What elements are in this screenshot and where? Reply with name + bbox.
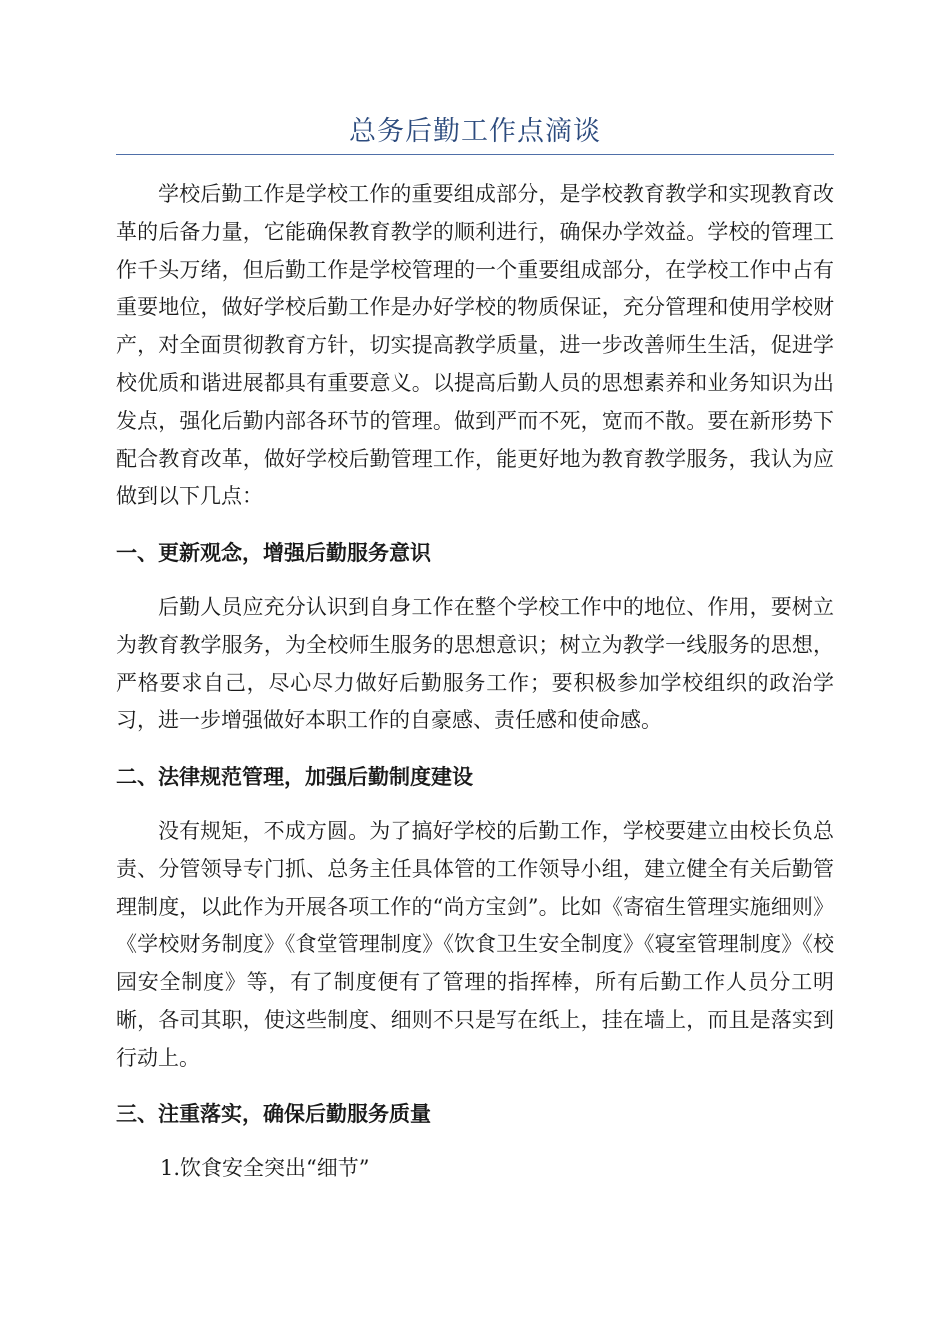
section-body-1: 后勤人员应充分认识到自身工作在整个学校工作中的地位、作用，要树立为教育教学服务，为全校师生服务的思想意识；树立为教学一线服务的思想，严格要求自己，尽心尽力做好后勤服务工作；要积极参加学校组织的政治学习，进一步增强做好本职工作的自豪感、责任感和使命感。: [116, 595, 834, 733]
section-subitem-1: 1.饮食安全突出“细节”: [160, 1156, 370, 1180]
section-heading-1: 一、更新观念，增强后勤服务意识: [116, 541, 431, 565]
section-heading-3: 三、注重落实，确保后勤服务质量: [116, 1102, 431, 1126]
title-underline: [116, 154, 834, 155]
intro-paragraph: 学校后勤工作是学校工作的重要组成部分，是学校教育教学和实现教育改革的后备力量，它能确保教育教学的顺利进行，确保办学效益。学校的管理工作千头万绪，但后勤工作是学校管理的一个重要组成部分，在学校工作中占有重要地位，做好学校后勤工作是办好学校的物质保证，充分管理和使用学校财产，对全面贯彻教育方针，切实提高教学质量，进一步改善师生生活，促进学校优质和谐进展都具有重要意义。以提高后勤人员的思想素养和业务知识为出发点，强化后勤内部各环节的管理。做到严而不死，宽而不散。要在新形势下配合教育改革，做好学校后勤管理工作，能更好地为教育教学服务，我认为应做到以下几点：: [116, 182, 834, 509]
section-body-2: 没有规矩，不成方圆。为了搞好学校的后勤工作，学校要建立由校长负总责、分管领导专门抓、总务主任具体管的工作领导小组，建立健全有关后勤管理制度，以此作为开展各项工作的“尚方宝剑”。比如《寄宿生管理实施细则》《学校财务制度》《食堂管理制度》《饮食卫生安全制度》《寝室管理制度》《校园安全制度》等，有了制度便有了管理的指挥棒，所有后勤工作人员分工明晰，各司其职，使这些制度、细则不只是写在纸上，挂在墙上，而且是落实到行动上。: [116, 819, 834, 1070]
section-heading-2: 二、法律规范管理，加强后勤制度建设: [116, 765, 473, 789]
document-title: 总务后勤工作点滴谈: [349, 116, 601, 147]
